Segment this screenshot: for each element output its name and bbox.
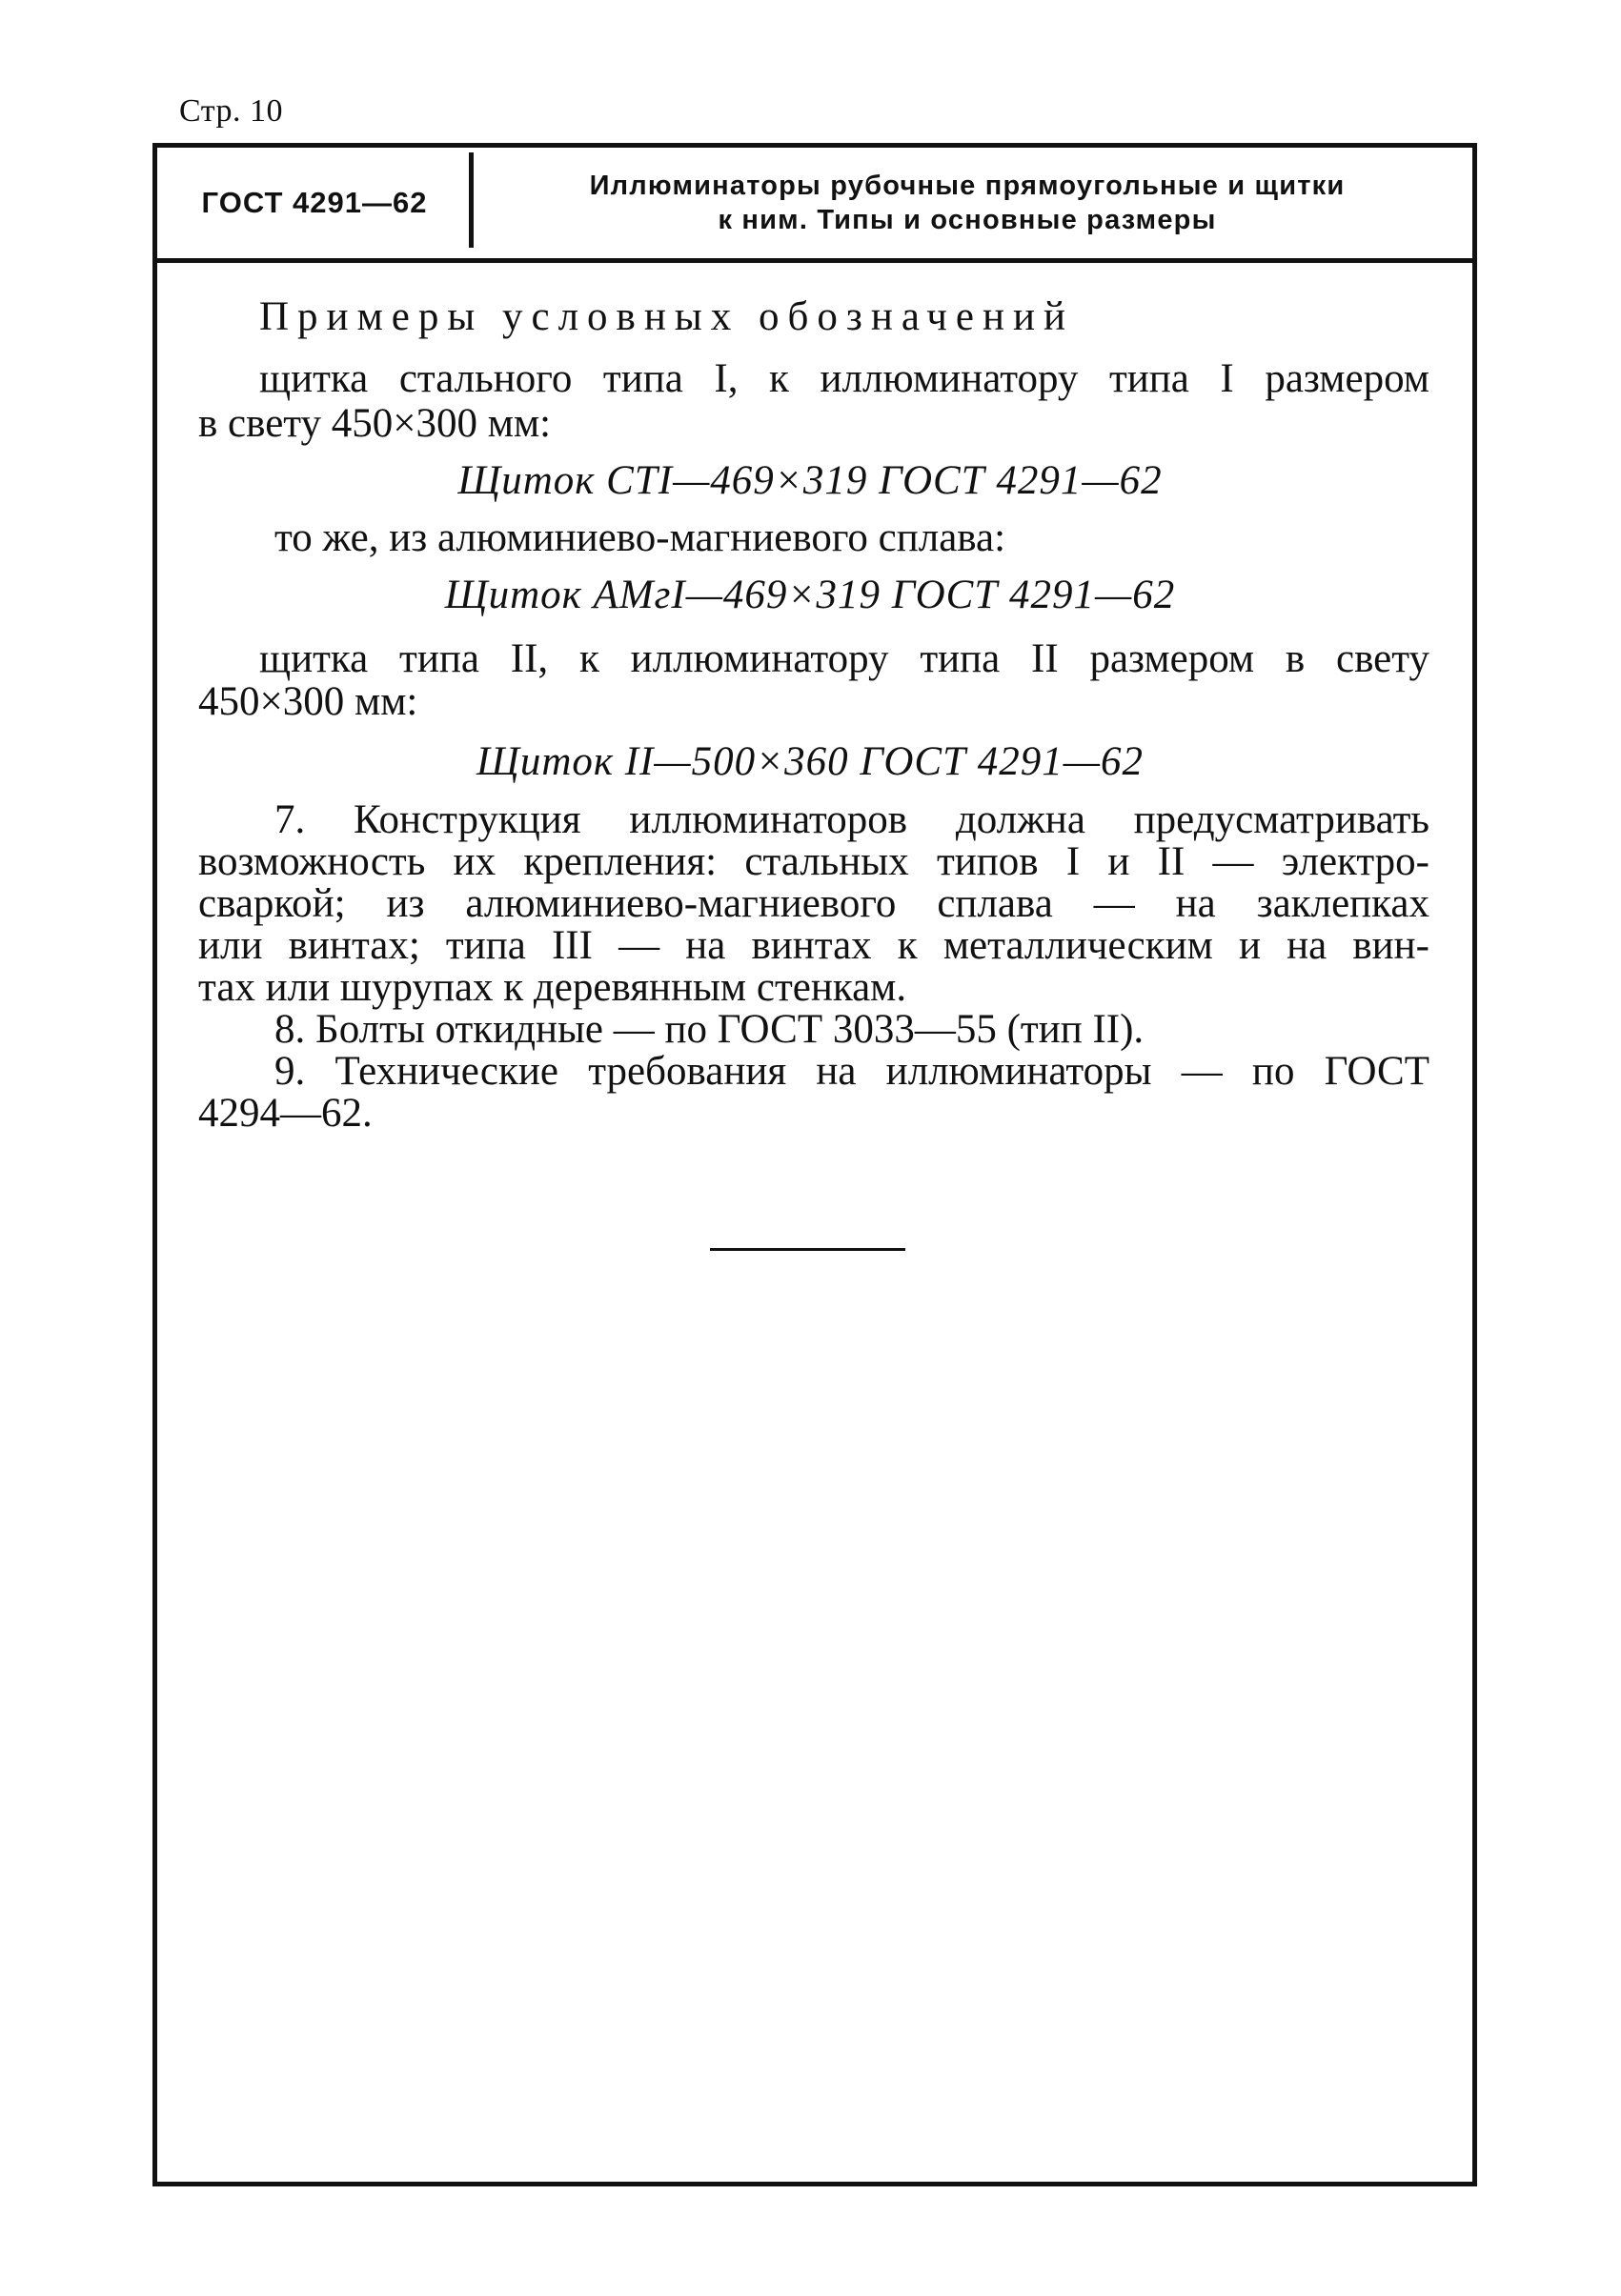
paragraph-line: тах или шурупах к деревянным стенкам. — [198, 965, 907, 1010]
paragraph-line: то же, из алюминиево-магниевого сплава: — [274, 515, 1006, 560]
paragraph-line: 8. Болты откидные — по ГОСТ 3033—55 (тип II). — [274, 1007, 1145, 1052]
page-number: Стр. 10 — [179, 93, 284, 129]
paragraph-line: возможность их крепления: стальных типов I и II — электро- — [198, 839, 1429, 884]
designation-example: Щиток СТI—469×319 ГОСТ 4291—62 — [457, 458, 1163, 503]
designation-example: Щиток II—500×360 ГОСТ 4291—62 — [476, 739, 1144, 784]
section-heading: Примеры условных обозначений — [259, 294, 1074, 339]
page-frame — [152, 143, 1477, 2186]
document-header — [157, 148, 1472, 263]
paragraph-line: щитка стального типа I, к иллюминатору типа I размером — [259, 356, 1429, 401]
paragraph-line: 7. Конструкция иллюминаторов должна предусматривать — [274, 797, 1429, 842]
header-divider — [469, 152, 474, 248]
document-title-line-1: Иллюминаторы рубочные прямоугольные и щитки — [589, 171, 1346, 201]
paragraph-line: в свету 450×300 мм: — [198, 401, 552, 446]
paragraph-line: или винтах; типа III — на винтах к металлическим и на вин- — [198, 923, 1429, 968]
paragraph-line: 9. Технические требования на иллюминаторы — по ГОСТ — [274, 1049, 1429, 1094]
document-title-line-2: к ним. Типы и основные размеры — [718, 205, 1217, 235]
document-title — [481, 169, 1453, 237]
paragraph-line: сваркой; из алюминиево-магниевого сплава — на заклепках — [198, 881, 1429, 926]
end-rule — [710, 1248, 905, 1251]
designation-example: Щиток АМгI—469×319 ГОСТ 4291—62 — [444, 573, 1176, 617]
paragraph-line: щитка типа II, к иллюминатору типа II размером в свету — [259, 636, 1429, 681]
standard-code: ГОСТ 4291—62 — [201, 186, 428, 219]
paragraph-line: 4294—62. — [198, 1091, 373, 1136]
paragraph-line: 450×300 мм: — [198, 679, 418, 724]
